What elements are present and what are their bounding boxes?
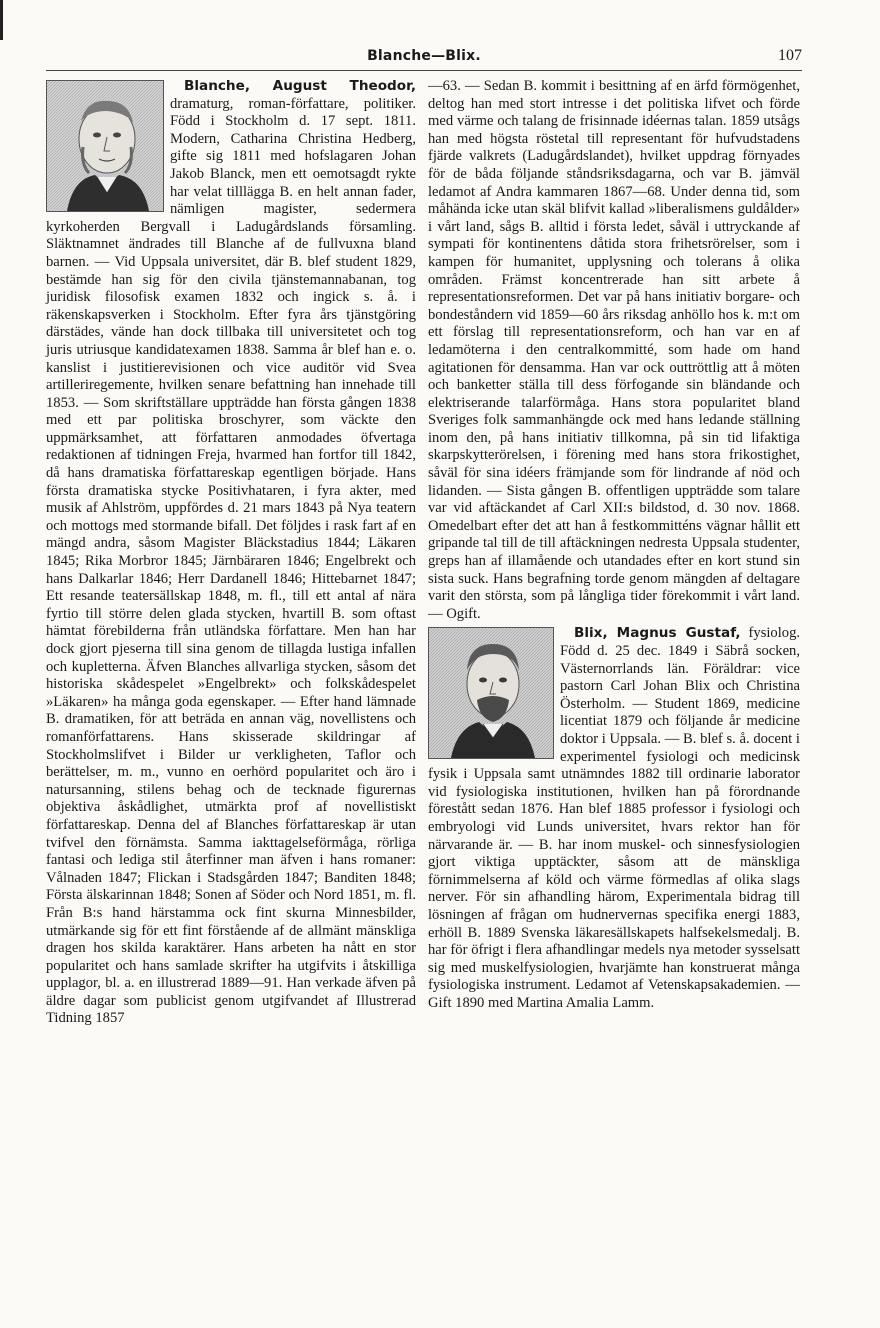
running-title: Blanche—Blix. bbox=[367, 48, 481, 64]
entry-text-blanche: dramaturg, roman-författare, politiker. Född i Stockholm d. 17 sept. 1811. Modern, Catharina Christina Hedberg, gifte sig 1811 med hofslagaren Johan Jakob Blanck, men ett oemotsagdt rykte har velat tilllägga B. en helt annan fader, nämligen magister, sedermera kyrkoherden Bergvall i Ladugårdslands församling. Släktnamnet ändrades till Blanche af de fullvuxna bland barnen. — Vid Uppsala universitet, där B. blef student 1829, bestämde han sig för den civila tjänstemannabanan, tog juridisk filosofisk examen 1832 och ingick s. å. i räkenskapsverken i Stockholm. Efter fyra års tjänstgöring därstädes, vände han dock tillbaka till universitetet och tog juris utriusque kandidatexamen 1838. Samma år blef han e. o. kanslist i justitierevisionen och vice auditör vid Svea artilleriregemente, hvilken senare befattning han innehade till 1853. — Som skriftställare uppträdde han första gången 1838 med ett par politiska broschyrer, som väckte den uppmärksamhet, att författaren anmodades öfvertaga redaktionen af tidningen Freja, hvarmed han fortfor till 1842, då hans dramatiska författareskap egentligen började. Hans första dramatiska stycke Positivhataren, i fyra akter, med musik af Ahlström, uppfördes d. 21 mars 1843 på Nya teatern och mottogs med stormande bifall. Det följdes i rask fart af en mängd andra, såsom Magister Bläckstadius 1844; Läkaren 1845; Rika Morbror 1845; Järnbäraren 1846; Engelbrekt och hans Dalkarlar 1846; Herr Dardanell 1846; Hittebarnet 1847; Ett resande teatersällskap 1848, m. fl., till ett antal af nära fyrtio till större delen glada stycken, hvartill B. som oftast hämtat förebilderna från utländska författare. Men han har dock gjort pjeserna till sina genom de tillagda lustiga infallen och kupletterna. Äfven Blanches allvarliga stycken, såsom det historiska skådespelet »Engelbrekt» och folkskådespelet »Läkaren» ha många goda egenskaper. — Efter hand lämnade B. dramatiken, för att beträda en annan väg, novellistens och romanförfattarens. Hans skisserade skildringar af Stockholmslifvet i Bilder ur verkligheten, Taflor och berättelser, m. m., vunno en oerhörd popularitet och äro i natursanning, stilens behag och de tecknade figurernas objektiva åskådlighet, utmärkta prof af novellistiskt författareskap. Denna del af Blanches författareskap är utan tvifvel den förnämsta. Samma iakttagelseförmåga, rörliga fantasi och lediga stil återfinner man äfven i hans romaner: Vålnaden 1847; Flickan i Stadsgården 1847; Banditen 1848; Första älskarinnan 1848; Sonen af Söder och Nord 1851, m. fl. Från B:s hand härstamma ock fint skurna Minnesbilder, utmärkande sig för ett fint förstående af de allmänt mänskliga dragen hos skilda karaktärer. Hans arbeten ha nått en stor popularitet och hans samlade skrifter ha utgifvits i åtskilliga upplagor, bl. a. en illustrerad 1889—91. Han verkade äfven på äldre dagar som publicist genom utgifvandet af Illustrerad Tidning 1857 bbox=[46, 95, 416, 1027]
portrait-blanche-engraving bbox=[47, 81, 163, 211]
entry-blix bbox=[428, 625, 800, 1012]
portrait-blix bbox=[428, 627, 554, 759]
left-column bbox=[46, 78, 416, 1028]
portrait-blanche bbox=[46, 80, 164, 212]
entry-blanche-continued: —63. — Sedan B. kommit i besittning af en ärfd förmögenhet, deltog han med stort intresse i det politiska lifvet och förde med värme och talang de frisinnade idéernas talan. 1859 utsågs han med högsta röstetal till representant för hufvudstadens fjärde valkrets (Ladugårdslandet), hvilket uppdrag förnyades för de båda följande ståndsriksdagarna, och var B. jämväl ledamot af Andra kammaren 1867—68. Under denna tid, som måhända icke utan skäl blifvit kallad »liberalismens guldålder» i vårt land, sågs B. alltid i första ledet, såväl i uttryckande af sympati för kontinentens dåtida stora frihetsrörelser, som i kampen för humanitet, upplysning och tolerans å olika områden. Främst koncentrerade han sitt arbete å representationsreformen. Det var på hans initiativ borgare- och bondeståndern vid 1859—60 års riksdag anhöllo hos k. m:t om ett förslag till representationsreform, och han var en af ledamöterna i den centralkommitté, som hade om hand agitationen för densamma. Han var ock outtröttlig att å möten och banketter ställa till dess förfogande sin bländande och elektriserande talarförmåga. Hans stora popularitet bland Sveriges folk sammanhängde ock med hans ledande ställning inom den, på hans initiativ tillkomna, på sin tid lifaktiga skarpskytterörelsen, i förening med hans stora frikostighet, såväl för sina idéers främjande som för lindrande af nöd och lidanden. — Sista gången B. offentligen uppträdde som talare var vid aftäckandet af Carl XII:s bildstod, d. 30 nov. 1868. Omedelbart efter det att han å festkommitténs vägnar hållit ett gripande tal till de till aftäckningen nedresta Uppsala studenter, greps han af illamående och utandades efter en kort stund sin sista suck. Hans begrafning torde genom mängden af deltagare varit den största, som på långliga tider förekommit i vårt land. — Ogift. bbox=[428, 78, 800, 622]
page-header bbox=[46, 44, 802, 71]
right-column bbox=[428, 78, 800, 1012]
entry-headword-blix: Blix, Magnus Gustaf, bbox=[574, 625, 741, 642]
entry-headword-blanche: Blanche, August Theodor, bbox=[184, 78, 416, 94]
page-number: 107 bbox=[778, 47, 802, 64]
portrait-blix-engraving bbox=[429, 628, 553, 758]
entry-text-blix: fysiolog. Född d. 25 dec. 1849 i Säbrå socken, Västernorrlands län. Föräldrar: vice pastorn Carl Johan Blix och Christina Österholm. — Student 1869, medicine licentiat 1879 och följande år medicine doktor i Uppsala. — B. blef s. å. docent i experimentel fysiologi och medicinsk fysik i Uppsala samt utnämndes 1882 till ordinarie laborator vid fysiologiska institutionen, hvilken han på förordnande förestått sedan 1876. Han blef 1885 professor i fysiologi och embryologi vid Lunds universitet, hvars rektor han för närvarande är. — B. har inom muskel- och sinnesfysiologien gjort viktiga upptäckter, såsom att de mänskliga förnimmelserna af köld och värme förmedlas af olika slags nerver. För sin afhandling härom, Experimentala bidrag till lösningen af frågan om hudnervernas specifika energi 1883, erhöll B. 1889 Svenska läkaresällskapets halfsekelsmedalj. B. har för öfrigt i flera afhandlingar medels nya metoder sysselsatt sig med muskelfysiologien, hvarjämte han konstruerat många fysiologiska instrument. Ledamot af Vetenskapsakademien. — Gift 1890 med Martina Amalia Lamm. bbox=[428, 625, 801, 1011]
entry-blanche bbox=[46, 78, 416, 1028]
scan-edge-mark bbox=[0, 0, 3, 40]
